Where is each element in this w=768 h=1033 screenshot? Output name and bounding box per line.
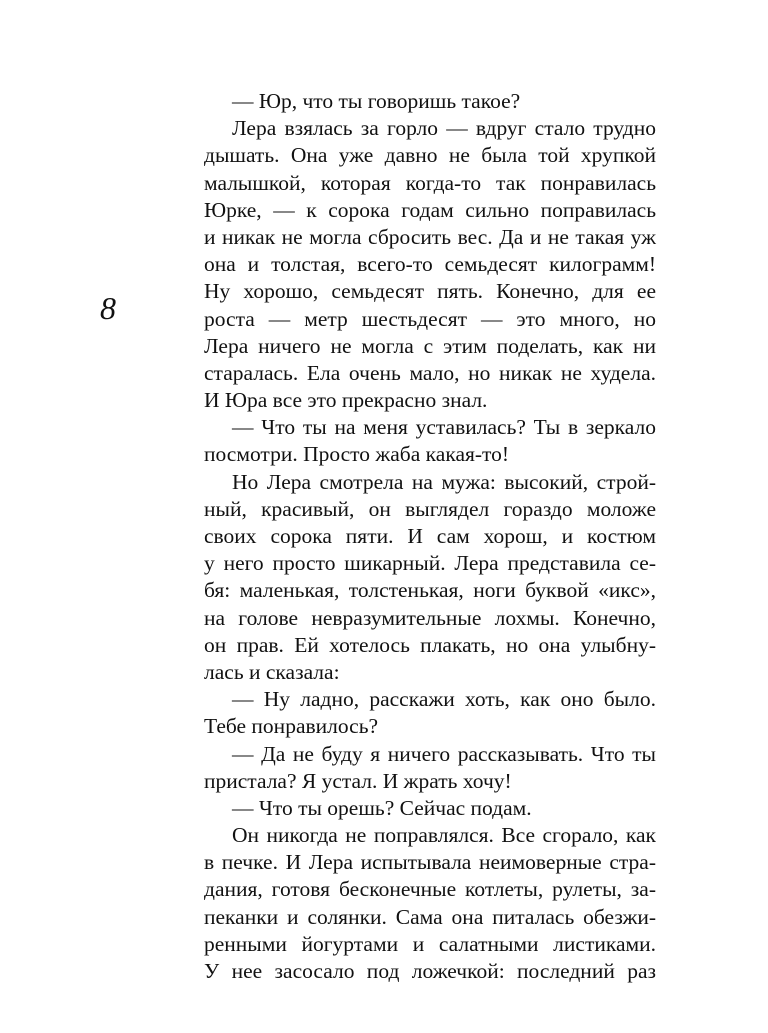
text-line: она и толстая, всего-то семьдесят килограмм!: [204, 252, 656, 277]
page-number: 8: [100, 290, 116, 326]
text-line: он прав. Ей хотелось плакать, но она улыбну-: [204, 632, 656, 657]
text-line: на голове невразумительные лохмы. Конечно,: [204, 605, 656, 630]
text-line: — Юр, что ты говоришь такое?: [232, 89, 521, 113]
text-line: Тебе понравилось?: [204, 714, 379, 739]
text-line: ный, красивый, он выглядел гораздо моложе: [204, 496, 656, 521]
text-line: пеканки и солянки. Сама она питалась обезжи-: [204, 904, 656, 929]
text-line: дышать. Она уже давно не была той хрупкой: [204, 143, 656, 168]
text-line: — Что ты орешь? Сейчас подам.: [232, 795, 532, 820]
text-line: бя: маленькая, толстенькая, ноги буквой «икс»,: [204, 578, 656, 603]
text-line: роста — метр шестьдесят — это много, но: [204, 306, 656, 331]
text-line: лась и сказала:: [204, 659, 340, 684]
text-line: Ну хорошо, семьдесят пять. Конечно, для ее: [204, 279, 656, 304]
text-line: Лера ничего не могла с этим поделать, как ни: [204, 333, 656, 358]
text-line: И Юра все это прекрасно знал.: [204, 388, 488, 413]
text-line: в печке. И Лера испытывала неимоверные стра-: [204, 850, 656, 875]
text-line: старалась. Ела очень мало, но никак не худела.: [204, 360, 656, 385]
text-line: Но Лера смотрела на мужа: высокий, строй-: [232, 469, 656, 494]
text-line: своих сорока пяти. И сам хорош, и костюм: [204, 524, 656, 548]
text-line: малышкой, которая когда-то так понравилась: [204, 170, 656, 195]
text-line: — Что ты на меня уставилась? Ты в зеркало: [232, 415, 656, 440]
body-text: [204, 88, 656, 985]
text-line: дания, готовя бесконечные котлеты, рулеты, за-: [204, 877, 656, 902]
text-line: — Да не буду я ничего рассказывать. Что ты: [232, 741, 656, 766]
text-line: Лера взялась за горло — вдруг стало трудно: [232, 116, 656, 141]
text-line: Юрке, — к сорока годам сильно поправилась: [204, 197, 656, 222]
text-line: пристала? Я устал. И жрать хочу!: [204, 768, 512, 793]
text-line: посмотри. Просто жаба какая-то!: [204, 442, 510, 467]
text-line: и никак не могла сбросить вес. Да и не такая уж: [204, 224, 656, 249]
text-line: Он никогда не поправлялся. Все сгорало, как: [232, 823, 656, 848]
text-line: ренными йогуртами и салатными листиками.: [204, 931, 656, 956]
text-line: у него просто шикарный. Лера представила се-: [204, 551, 656, 576]
text-line: — Ну ладно, расскажи хоть, как оно было.: [232, 687, 656, 712]
text-line: У нее засосало под ложечкой: последний раз: [204, 959, 656, 983]
